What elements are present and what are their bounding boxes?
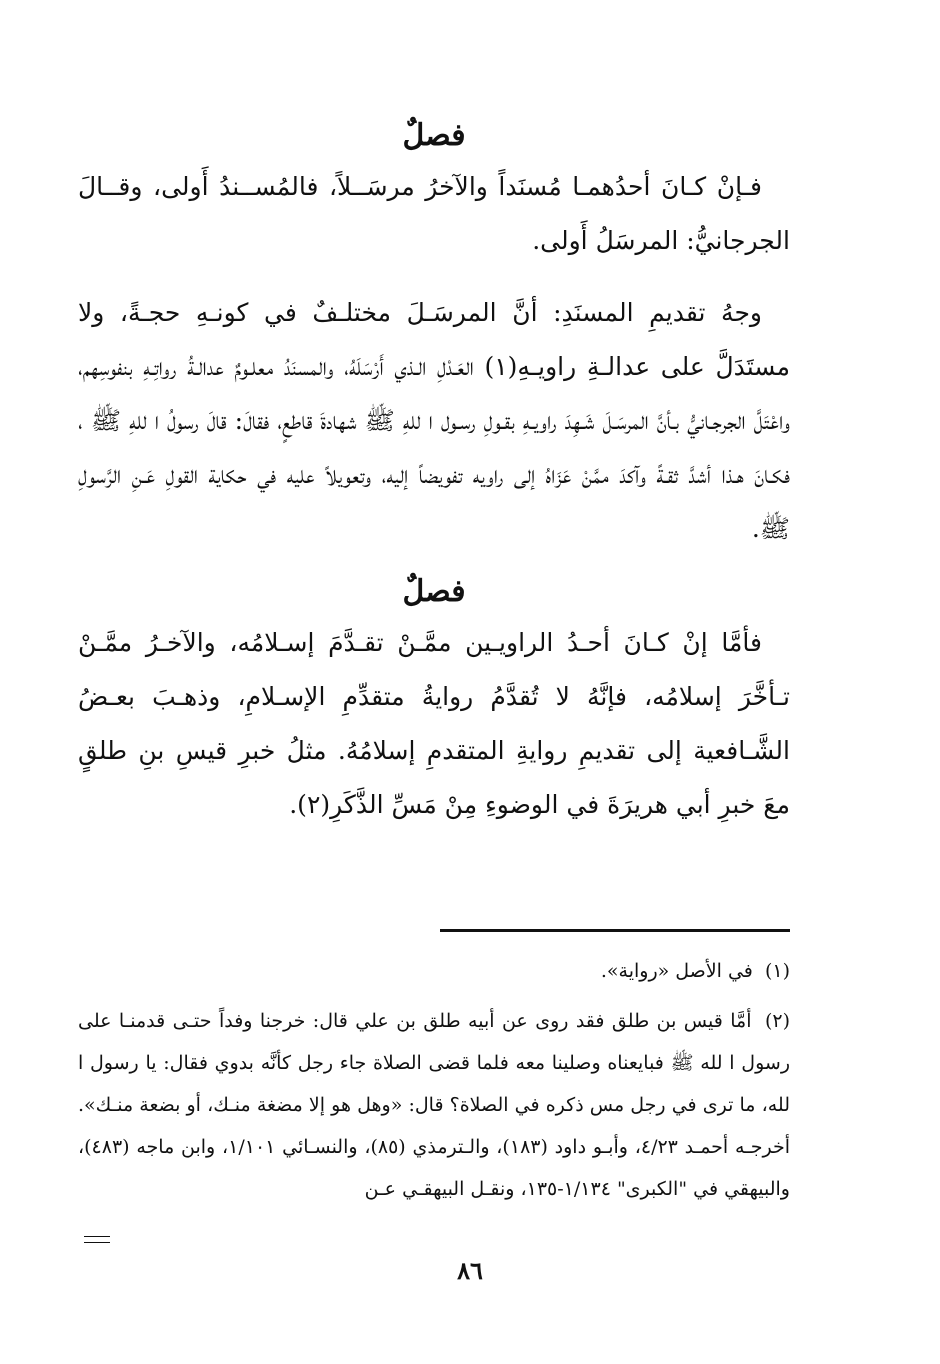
footnote-1	[78, 950, 790, 992]
section-1	[78, 118, 790, 556]
footnote-text: في الأصل «رواية».	[600, 960, 753, 982]
continuation-mark	[84, 1236, 110, 1243]
paragraph: فـإنْ كـانَ أحدُهمـا مُسنَداً والآخرُ مرسَــلاً، فالمُســندُ أَولى، وقــالَ الجرجانيُّ: المرسَلُ أَولى.	[78, 172, 790, 255]
main-text	[78, 118, 790, 850]
paragraph: فأمَّا إنْ كـانَ أحـدُ الراويـين ممَّـنْ تقـدَّمَ إسـلامُه، والآخـرُ ممَّـنْ تـأخَّرَ إسلامُه، فإنَّهُ لا تُقدَّمُ روايةُ متقدِّمِ الإسـلامِ، وذهـبَ بعـضُ الشَّـافعية إلى تقديمِ روايةِ المتقدمِ إسلامُهُ. مثلُ خبرِ قيسِ بنِ طلقٍ معَ خبرِ أبي هريرَةَ في الوضوءِ مِنْ مَسِّ الذَّكَرِ(٢).	[78, 628, 790, 819]
section-heading: فصلٌ	[402, 118, 466, 153]
footnotes	[78, 950, 790, 1218]
footnote-number: (٢)	[764, 1010, 791, 1032]
paragraph: وجهُ تقديمِ المسنَدِ: أنَّ المرسَـلَ مختلـفٌ في كونـهِ حجـةً، ولا مستَدَلَّ على عدالـةِ راويـهِ(١) العَـدْلِ الـذي أَرْسَلَهُ، والمسنَدُ معلـومٌ عدالـةُ رواتِـهِ بنفوسِهم، واعْتَلَّ الجرجـانيُّ بـأنَّ المرسَـلَ شَـهِدَ راويـهِ بقـولِ رسـول ا للهِ ﷺ شهادةَ قاطعٍ، فقالَ: قالَ رسولُ ا للهِ ﷺ ، فكـانَ هـذا أشدَّ ثقـةً وآكدَ ممَّنْ عَزَاهُ إلى راويه تفويضاً إليه، وتعويلاً عليه في حكاية القولِ عَـنِ الرَّسولِ ﷺ.	[78, 298, 790, 543]
footnote-2	[78, 1000, 790, 1210]
section-2	[78, 574, 790, 832]
footnote-separator	[440, 929, 790, 932]
footnote-text: أمَّا قيس بن طلق فقد روى عن أبيه طلق بن علي قال: خرجنا وفداً حتـى قدمنـا على رسول ا لله ﷺ فبايعناه وصلينا معه فلما قضى الصلاة جاء رجل كأنَّه بدوي فقال: يا رسول ا لله، ما ترى في رجل مس ذكره في الصلاة؟ قال: «وهل هو إلا مضغة منـك، أو بضعة منـك». أخرجـه أحمـد ٤/٢٣، وأبـو داود (١٨٣)، والـترمذي (٨٥)، والنسـائي ١/١٠١، وابن ماجه (٤٨٣)، والبيهقي في "الكبرى" ١/١٣٤-١٣٥، ونقـل البيهقـي عـن	[78, 1010, 790, 1200]
page-number: ٨٦	[457, 1256, 483, 1285]
section-heading: فصلٌ	[402, 574, 466, 609]
footnote-number: (١)	[764, 960, 790, 982]
